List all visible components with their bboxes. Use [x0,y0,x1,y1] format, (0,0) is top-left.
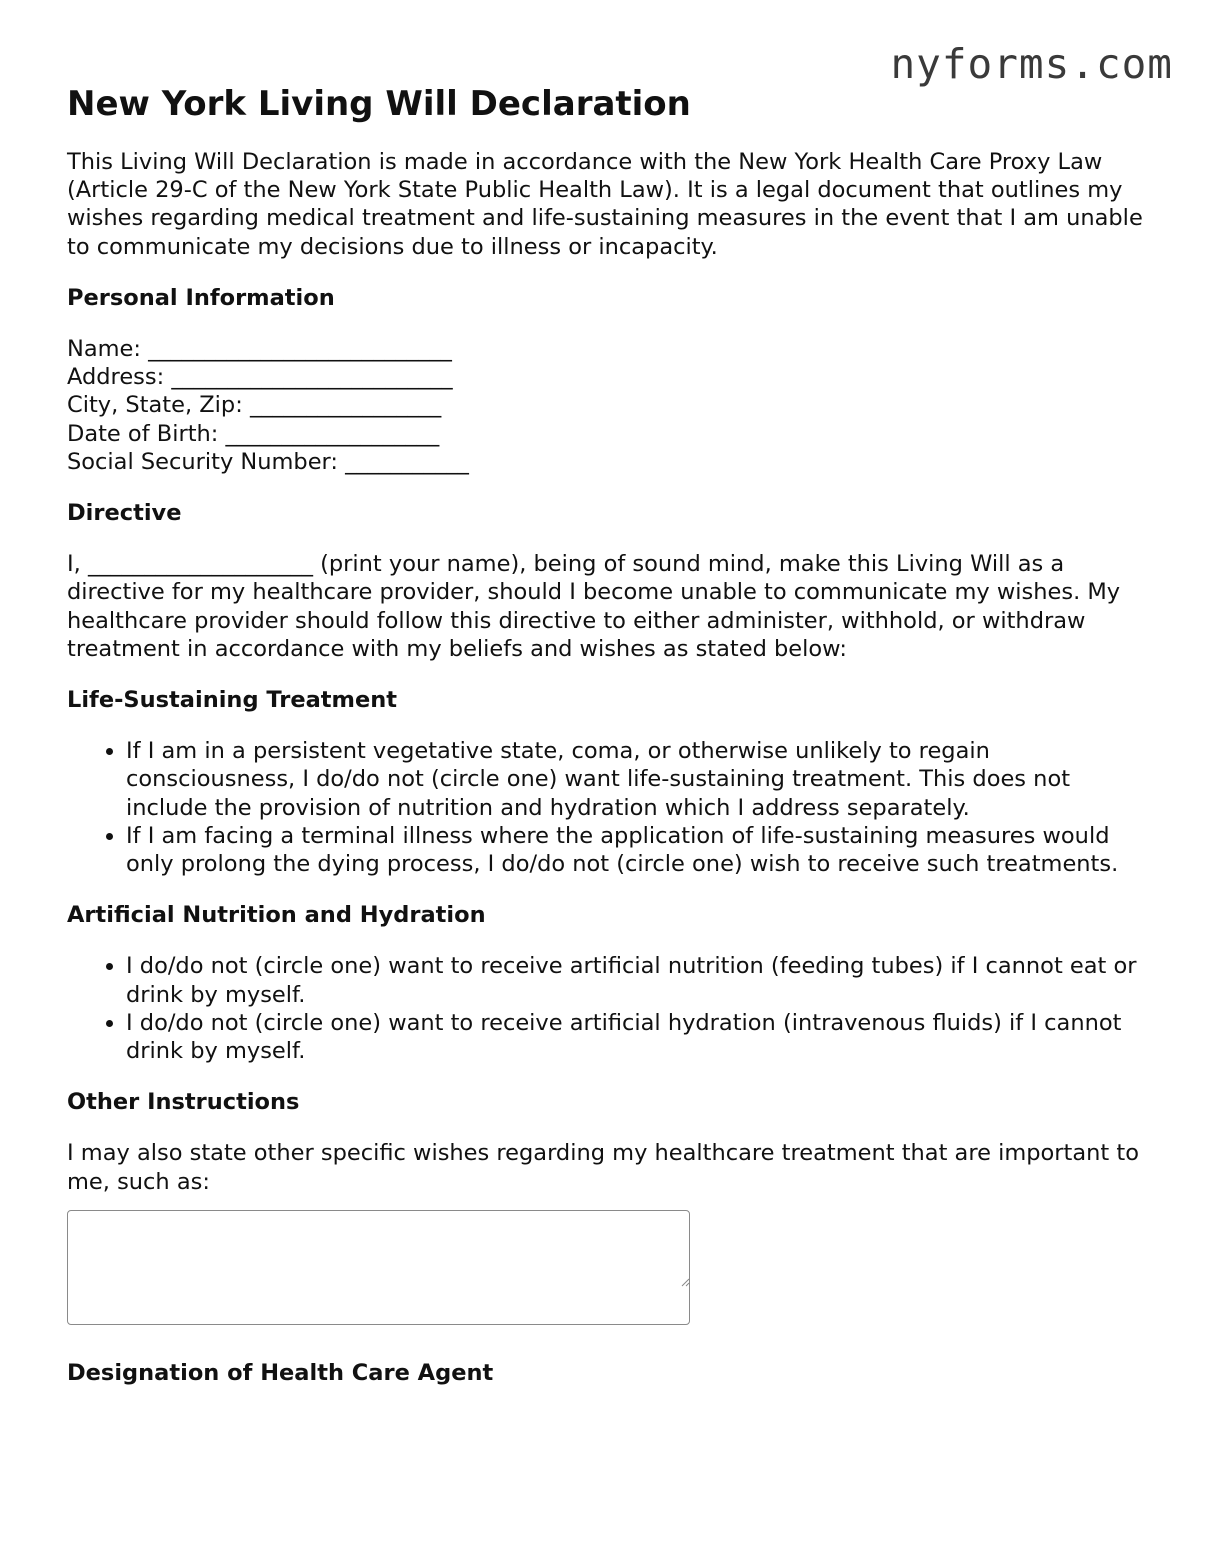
health-care-agent-heading: Designation of Health Care Agent [67,1359,494,1386]
date-of-birth-field: Date of Birth: ___________________ [67,420,440,447]
site-watermark: nyforms.com [890,40,1173,88]
other-instructions-heading: Other Instructions [67,1089,300,1116]
directive-paragraph: I, ____________________ (print your name), being of sound mind, make this Living Will as a directive for my healthcare provider, should I become unable to communicate my wishes. My healthcare provider should follow this directive to either administer, withhold, or withdraw treatment in accordance with my beliefs and wishes as stated below: [67,551,1121,662]
list-item: • If I am in a persistent vegetative state, coma, or otherwise unlikely to regain consciousness, I do/do not (circle one) want life-sustaining treatment. This does not include the provision of nutrition and hydration which I address separately. [126,737,1147,822]
directive-heading: Directive [67,500,182,527]
other-instructions-wrapper [67,1210,694,1325]
city-state-zip-field: City, State, Zip: _________________ [67,392,442,419]
address-field: Address: _________________________ [67,364,453,391]
page-title: New York Living Will Declaration [67,84,691,124]
list-item: • I do/do not (circle one) want to receive artificial hydration (intravenous fluids) if I cannot drink by myself. [126,1009,1147,1065]
nutrition-heading: Artificial Nutrition and Hydration [67,902,486,929]
life-sustaining-list [67,737,1147,878]
other-instructions-paragraph: I may also state other specific wishes regarding my healthcare treatment that are important to me, such as: [67,1140,1139,1195]
life-sustaining-heading: Life-Sustaining Treatment [67,687,398,714]
nutrition-list [67,952,1147,1065]
list-item: • If I am facing a terminal illness where the application of life-sustaining measures would only prolong the dying process, I do/do not (circle one) wish to receive such treatments. [126,822,1147,878]
name-field: Name: ___________________________ [67,336,452,363]
ssn-field: Social Security Number: ___________ [67,448,469,475]
personal-information-fields [67,335,1147,476]
personal-information-heading: Personal Information [67,284,335,311]
resize-grip-icon[interactable] [680,1277,690,1287]
list-item: • I do/do not (circle one) want to receive artificial nutrition (feeding tubes) if I cannot eat or drink by myself. [126,952,1147,1008]
intro-paragraph: This Living Will Declaration is made in accordance with the New York Health Care Proxy Law (Article 29-C of the New York State Public Health Law). It is a legal document that outlines my wishes regarding medical treatment and life-sustaining measures in the event that I am unable to communicate my decisions due to illness or incapacity. [67,149,1143,260]
document-page [67,82,1147,1410]
other-instructions-textarea[interactable] [67,1210,690,1325]
